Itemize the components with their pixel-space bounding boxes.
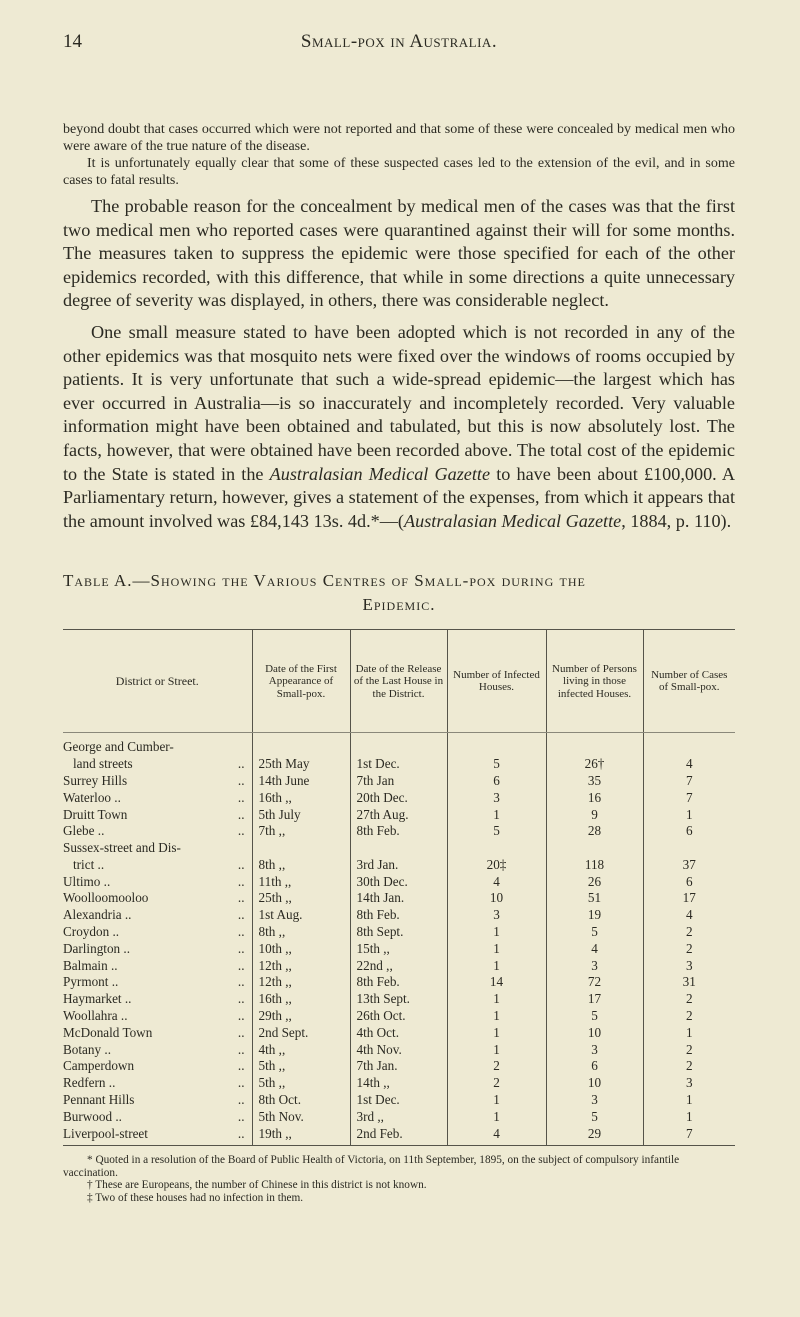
persons-cell: 4 xyxy=(546,941,643,958)
leader-dots: .. xyxy=(237,856,245,872)
first-cell: 16th ,, xyxy=(252,991,350,1008)
persons-cell: 16 xyxy=(546,790,643,807)
cases-cell: 1 xyxy=(643,1025,735,1042)
leader-dots: .. xyxy=(237,974,245,990)
release-cell: 27th Aug. xyxy=(350,807,447,824)
leader-dots: .. xyxy=(237,873,245,889)
leader-dots: .. xyxy=(237,823,245,839)
district-name: Camperdown xyxy=(63,1058,135,1074)
houses-cell: 5 xyxy=(447,823,546,840)
release-cell: 13th Sept. xyxy=(350,991,447,1008)
first-cell: 5th ,, xyxy=(252,1058,350,1075)
district-name: Waterloo .. xyxy=(63,789,121,805)
leader-dots: .. xyxy=(237,940,245,956)
persons-cell: 51 xyxy=(546,890,643,907)
district-cell xyxy=(63,1092,252,1109)
cases-cell: 2 xyxy=(643,1058,735,1075)
houses-cell: 6 xyxy=(447,773,546,790)
table-row xyxy=(63,840,735,874)
cases-cell: 2 xyxy=(643,1008,735,1025)
release-cell: 26th Oct. xyxy=(350,1008,447,1025)
houses-cell: 1 xyxy=(447,941,546,958)
district-name: Ultimo .. xyxy=(63,873,111,889)
district-cell xyxy=(63,1058,252,1075)
cases-cell: 2 xyxy=(643,941,735,958)
district-cell xyxy=(63,1126,252,1146)
first-cell: 5th ,, xyxy=(252,1075,350,1092)
district-name: Woollahra .. xyxy=(63,1008,128,1024)
release-cell: 3rd ,, xyxy=(350,1109,447,1126)
houses-cell: 1 xyxy=(447,924,546,941)
district-name: Botany .. xyxy=(63,1041,111,1057)
table-row xyxy=(63,790,735,807)
district-cell xyxy=(63,924,252,941)
release-cell: 2nd Feb. xyxy=(350,1126,447,1146)
release-cell: 8th Feb. xyxy=(350,823,447,840)
leader-dots: .. xyxy=(237,1125,245,1141)
cases-cell: 3 xyxy=(643,1075,735,1092)
table-row xyxy=(63,807,735,824)
district-name: trict .. xyxy=(73,856,105,872)
first-cell: 8th ,, xyxy=(252,840,350,874)
first-cell: 14th June xyxy=(252,773,350,790)
table-row xyxy=(63,890,735,907)
leader-dots: .. xyxy=(237,1008,245,1024)
district-name: Pennant Hills xyxy=(63,1092,135,1108)
persons-cell: 3 xyxy=(546,958,643,975)
district-name: Druitt Town xyxy=(63,806,128,822)
houses-cell: 4 xyxy=(447,874,546,891)
houses-cell: 1 xyxy=(447,1109,546,1126)
district-name: Surrey Hills xyxy=(63,772,128,788)
table-row xyxy=(63,1075,735,1092)
table-row xyxy=(63,1025,735,1042)
district-name: Woolloomooloo xyxy=(63,890,149,906)
district-name: Haymarket .. xyxy=(63,991,132,1007)
persons-cell: 72 xyxy=(546,974,643,991)
persons-cell: 9 xyxy=(546,807,643,824)
release-cell: 8th Feb. xyxy=(350,907,447,924)
district-cell xyxy=(63,958,252,975)
release-cell: 20th Dec. xyxy=(350,790,447,807)
table-row xyxy=(63,1092,735,1109)
leader-dots: .. xyxy=(237,1058,245,1074)
leader-dots: .. xyxy=(237,756,245,772)
district-name: Burwood .. xyxy=(63,1108,122,1124)
district-cell xyxy=(63,733,252,773)
table-row xyxy=(63,773,735,790)
body-paragraph-1: The probable reason for the concealment by medical men of the cases was that the first two medical men who reported cases were quarantined against their will for some months. The measures taken to suppress the epidemic were those specified for each of the other epidemics recorded, with this difference, that while in some directions a quite unnecessary degree of severity was displayed, in others, there was considerable neglect. xyxy=(63,196,735,311)
table-row xyxy=(63,1008,735,1025)
first-cell: 11th ,, xyxy=(252,874,350,891)
release-cell: 4th Oct. xyxy=(350,1025,447,1042)
cases-cell: 31 xyxy=(643,974,735,991)
table-row xyxy=(63,1042,735,1059)
first-cell: 10th ,, xyxy=(252,941,350,958)
leader-dots: .. xyxy=(237,1092,245,1108)
persons-cell: 5 xyxy=(546,924,643,941)
release-cell: 15th ,, xyxy=(350,941,447,958)
houses-cell: 2 xyxy=(447,1058,546,1075)
column-header: District or Street. xyxy=(63,630,252,733)
release-cell: 1st Dec. xyxy=(350,1092,447,1109)
first-cell: 25th May xyxy=(252,733,350,773)
cases-cell: 6 xyxy=(643,874,735,891)
table-row xyxy=(63,991,735,1008)
district-cell xyxy=(63,991,252,1008)
table-row xyxy=(63,1126,735,1146)
first-cell: 8th ,, xyxy=(252,924,350,941)
release-cell: 22nd ,, xyxy=(350,958,447,975)
cases-cell: 37 xyxy=(643,840,735,874)
leader-dots: .. xyxy=(237,924,245,940)
district-cell xyxy=(63,974,252,991)
table-row xyxy=(63,907,735,924)
district-name: McDonald Town xyxy=(63,1024,153,1040)
column-header: Number of Persons living in those infected Houses. xyxy=(546,630,643,733)
running-title: Small-pox in Australia. xyxy=(300,31,498,52)
district-cell xyxy=(63,1109,252,1126)
table-row xyxy=(63,924,735,941)
release-cell: 4th Nov. xyxy=(350,1042,447,1059)
cases-cell: 2 xyxy=(643,991,735,1008)
column-header: Number of Infected Houses. xyxy=(447,630,546,733)
cases-cell: 6 xyxy=(643,823,735,840)
district-name-line: Sussex-street and Dis- xyxy=(63,840,181,856)
cases-cell: 4 xyxy=(643,733,735,773)
first-cell: 12th ,, xyxy=(252,958,350,975)
district-cell xyxy=(63,1042,252,1059)
running-header xyxy=(63,30,735,54)
release-cell: 3rd Jan. xyxy=(350,840,447,874)
houses-cell: 5 xyxy=(447,733,546,773)
body-paragraph-2: One small measure stated to have been adopted which is not recorded in any of the other epidemics was that mosquito nets were fixed over the windows of rooms occupied by patients. It is very unfortunate that such a wide-spread epidemic—the largest which has ever occurred in Australia—is so inaccurately and incompletely recorded. Very valuable information might have been obtained and tabulated, but this is now absolutely lost. The facts, however, that were obtained have been recorded above. The total cost of the epidemic to the State is stated in the Australasian Medical Gazette to have been about £100,000. A Parliamentary return, however, gives a statement of the expenses, from which it appears that the amount involved was £84,143 13s. 4d.*—(Australasian Medical Gazette, 1884, p. 110). xyxy=(63,321,735,531)
persons-cell: 29 xyxy=(546,1126,643,1146)
persons-cell: 28 xyxy=(546,823,643,840)
persons-cell: 3 xyxy=(546,1042,643,1059)
column-header: Number of Cases of Small-pox. xyxy=(643,630,735,733)
citation-title: Australasian Medical Gazette xyxy=(269,463,491,484)
first-cell: 5th Nov. xyxy=(252,1109,350,1126)
houses-cell: 1 xyxy=(447,1025,546,1042)
column-header: Date of the First Appearance of Small-pox. xyxy=(252,630,350,733)
header-row xyxy=(63,630,735,733)
intro-text xyxy=(63,121,735,189)
footnote: * Quoted in a resolution of the Board of Public Health of Victoria, on 11th September, 1895, on the subject of compulsory infantile vaccination. xyxy=(63,1154,680,1179)
cases-cell: 1 xyxy=(643,807,735,824)
release-cell: 14th Jan. xyxy=(350,890,447,907)
district-cell xyxy=(63,790,252,807)
district-name: Liverpool-street xyxy=(63,1125,148,1141)
leader-dots: .. xyxy=(237,1024,245,1040)
leader-dots: .. xyxy=(237,907,245,923)
houses-cell: 1 xyxy=(447,1092,546,1109)
table-row xyxy=(63,733,735,773)
first-cell: 7th ,, xyxy=(252,823,350,840)
table-row xyxy=(63,823,735,840)
table-row xyxy=(63,958,735,975)
table-row xyxy=(63,974,735,991)
cases-cell: 1 xyxy=(643,1109,735,1126)
table-row xyxy=(63,941,735,958)
district-cell xyxy=(63,823,252,840)
footnote: ‡ Two of these houses had no infection in them. xyxy=(87,1191,304,1204)
persons-cell: 5 xyxy=(546,1008,643,1025)
district-name: Redfern .. xyxy=(63,1075,116,1091)
district-name: Darlington .. xyxy=(63,940,131,956)
houses-cell: 1 xyxy=(447,807,546,824)
district-cell xyxy=(63,773,252,790)
first-cell: 25th ,, xyxy=(252,890,350,907)
leader-dots: .. xyxy=(237,957,245,973)
cases-cell: 4 xyxy=(643,907,735,924)
citation-title: Australasian Medical Gazette xyxy=(403,510,622,531)
persons-cell: 5 xyxy=(546,1109,643,1126)
cases-cell: 17 xyxy=(643,890,735,907)
intro-paragraph: It is unfortunately equally clear that some of these suspected cases led to the extension of the evil, and in some cases to fatal results. xyxy=(63,156,735,188)
column-header: Date of the Release of the Last House in the District. xyxy=(350,630,447,733)
release-cell: 8th Feb. xyxy=(350,974,447,991)
cases-cell: 1 xyxy=(643,1092,735,1109)
leader-dots: .. xyxy=(237,772,245,788)
release-cell: 7th Jan. xyxy=(350,1058,447,1075)
persons-cell: 10 xyxy=(546,1025,643,1042)
release-cell: 7th Jan xyxy=(350,773,447,790)
leader-dots: .. xyxy=(237,890,245,906)
release-cell: 30th Dec. xyxy=(350,874,447,891)
footnote: † These are Europeans, the number of Chinese in this district is not known. xyxy=(87,1179,427,1192)
persons-cell: 118 xyxy=(546,840,643,874)
houses-cell: 14 xyxy=(447,974,546,991)
houses-cell: 10 xyxy=(447,890,546,907)
district-cell xyxy=(63,1075,252,1092)
intro-paragraph: beyond doubt that cases occurred which were not reported and that some of these were concealed by medical men who were aware of the true nature of the disease. xyxy=(63,122,735,154)
document-page xyxy=(63,0,735,1224)
persons-cell: 17 xyxy=(546,991,643,1008)
footnotes xyxy=(63,1154,735,1204)
release-cell: 1st Dec. xyxy=(350,733,447,773)
district-name: Glebe .. xyxy=(63,823,105,839)
leader-dots: .. xyxy=(237,1108,245,1124)
district-name: Croydon .. xyxy=(63,924,120,940)
district-name: Alexandria .. xyxy=(63,907,132,923)
cases-cell: 7 xyxy=(643,773,735,790)
district-name: Pyrmont .. xyxy=(63,974,119,990)
first-cell: 12th ,, xyxy=(252,974,350,991)
cases-cell: 2 xyxy=(643,924,735,941)
persons-cell: 35 xyxy=(546,773,643,790)
table-row xyxy=(63,1058,735,1075)
first-cell: 1st Aug. xyxy=(252,907,350,924)
leader-dots: .. xyxy=(237,991,245,1007)
release-cell: 14th ,, xyxy=(350,1075,447,1092)
district-cell xyxy=(63,840,252,874)
houses-cell: 1 xyxy=(447,1042,546,1059)
houses-cell: 3 xyxy=(447,907,546,924)
first-cell: 16th ,, xyxy=(252,790,350,807)
first-cell: 19th ,, xyxy=(252,1126,350,1146)
release-cell: 8th Sept. xyxy=(350,924,447,941)
persons-cell: 3 xyxy=(546,1092,643,1109)
district-cell xyxy=(63,1025,252,1042)
table-row xyxy=(63,874,735,891)
district-cell xyxy=(63,890,252,907)
persons-cell: 26 xyxy=(546,874,643,891)
cases-cell: 7 xyxy=(643,790,735,807)
leader-dots: .. xyxy=(237,789,245,805)
smallpox-centres-table xyxy=(63,629,735,1146)
houses-cell: 4 xyxy=(447,1126,546,1146)
first-cell: 2nd Sept. xyxy=(252,1025,350,1042)
leader-dots: .. xyxy=(237,1075,245,1091)
table-row xyxy=(63,1109,735,1126)
houses-cell: 20‡ xyxy=(447,840,546,874)
persons-cell: 26† xyxy=(546,733,643,773)
page-number: 14 xyxy=(63,31,82,52)
first-cell: 29th ,, xyxy=(252,1008,350,1025)
first-cell: 4th ,, xyxy=(252,1042,350,1059)
persons-cell: 19 xyxy=(546,907,643,924)
cases-cell: 3 xyxy=(643,958,735,975)
table-title: Table A.—Showing the Various Centres of Small-pox during the Epidemic. xyxy=(63,571,586,615)
persons-cell: 6 xyxy=(546,1058,643,1075)
houses-cell: 1 xyxy=(447,991,546,1008)
houses-cell: 3 xyxy=(447,790,546,807)
leader-dots: .. xyxy=(237,806,245,822)
cases-cell: 7 xyxy=(643,1126,735,1146)
houses-cell: 2 xyxy=(447,1075,546,1092)
district-name-line: George and Cumber- xyxy=(63,739,174,755)
district-name: Balmain .. xyxy=(63,957,118,973)
district-cell xyxy=(63,807,252,824)
district-cell xyxy=(63,874,252,891)
leader-dots: .. xyxy=(237,1041,245,1057)
district-cell xyxy=(63,941,252,958)
cases-cell: 2 xyxy=(643,1042,735,1059)
district-cell xyxy=(63,907,252,924)
first-cell: 5th July xyxy=(252,807,350,824)
district-name: land streets xyxy=(73,756,133,772)
first-cell: 8th Oct. xyxy=(252,1092,350,1109)
persons-cell: 10 xyxy=(546,1075,643,1092)
houses-cell: 1 xyxy=(447,1008,546,1025)
houses-cell: 1 xyxy=(447,958,546,975)
district-cell xyxy=(63,1008,252,1025)
